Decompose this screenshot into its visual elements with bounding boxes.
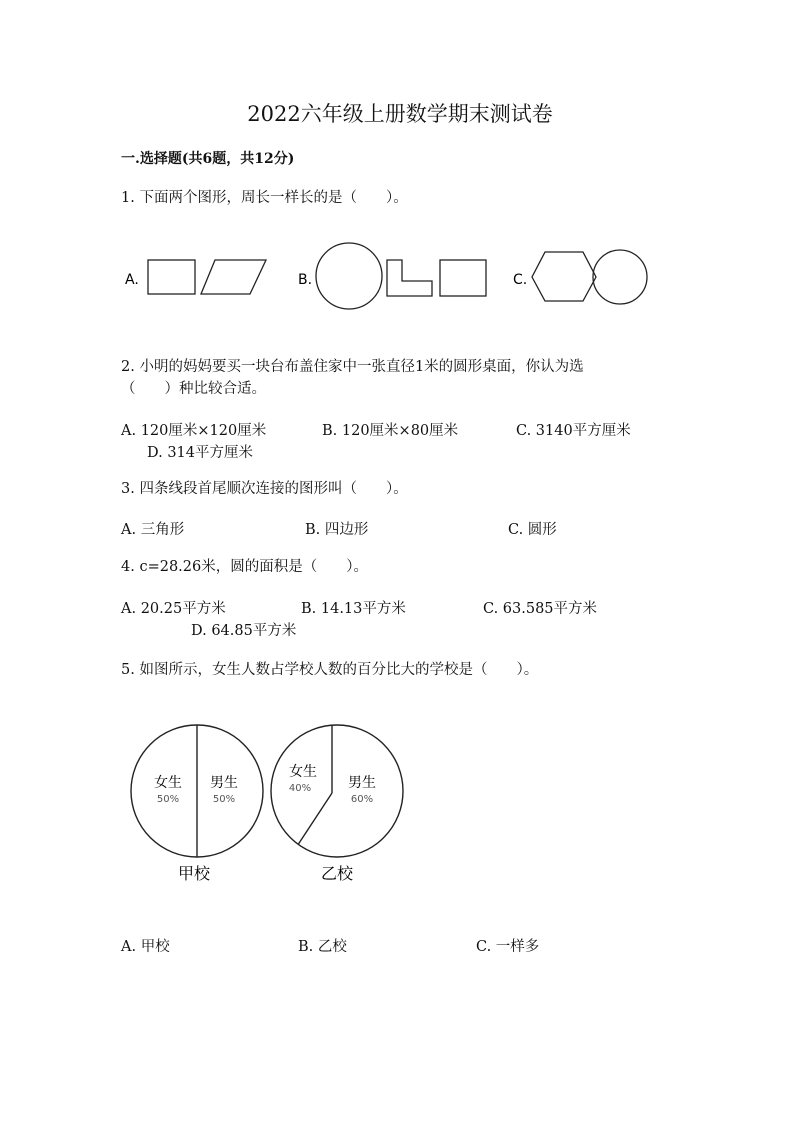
pie-a-boy-pct: 50% (212, 794, 236, 805)
pie-a-boy-label: 男生 (210, 775, 238, 791)
parallelogram-shape (201, 260, 266, 294)
question-5-text: 5. 如图所示，女生人数占学校人数的百分比大的学校是（ ）。 (121, 662, 539, 678)
hexagon-shape (532, 252, 596, 301)
pie-b-girl-pct: 40% (288, 783, 312, 794)
q4-option-b: B. 14.13平方米 (301, 601, 406, 617)
q3-option-c: C. 圆形 (508, 522, 557, 538)
q4-option-d: D. 64.85平方米 (191, 623, 297, 639)
question-1-text: 1. 下面两个图形，周长一样长的是（ ）。 (121, 190, 408, 206)
square-shape (440, 260, 486, 296)
pie-b-boy-label: 男生 (348, 775, 376, 791)
pie-b-boy-pct: 60% (350, 794, 374, 805)
pie-b-school-name: 乙校 (320, 864, 354, 883)
pie-a-girl-label: 女生 (154, 775, 182, 791)
question-2-line-1: 2. 小明的妈妈要买一块台布盖住家中一张直径1米的圆形桌面，你认为选 (121, 359, 584, 375)
pie-b-divider-bottom (298, 793, 332, 844)
q4-option-a: A. 20.25平方米 (121, 601, 226, 617)
circle-shape-c (593, 250, 647, 304)
pie-figures (0, 710, 800, 895)
q5-option-c: C. 一样多 (476, 939, 540, 955)
section-heading: 一.选择题(共6题，共12分) (121, 151, 295, 167)
question-1-figures (0, 238, 800, 310)
q3-option-b: B. 四边形 (305, 522, 369, 538)
l-shape (387, 260, 432, 296)
q1-option-b-label: B. (298, 272, 313, 288)
pie-b-girl-label: 女生 (289, 764, 317, 780)
q4-option-c: C. 63.585平方米 (483, 601, 598, 617)
q5-option-a: A. 甲校 (121, 939, 170, 955)
question-3-text: 3. 四条线段首尾顺次连接的图形叫（ ）。 (121, 481, 408, 497)
q2-option-c: C. 3140平方厘米 (516, 423, 631, 439)
rectangle-shape (148, 260, 195, 294)
page-title: 2022六年级上册数学期末测试卷 (247, 102, 553, 126)
q5-option-b: B. 乙校 (298, 939, 347, 955)
q1-option-a-label: A. (125, 272, 139, 288)
q2-option-d: D. 314平方厘米 (147, 445, 254, 461)
q2-option-a: A. 120厘米×120厘米 (121, 423, 267, 439)
circle-shape-b (316, 243, 382, 309)
q3-option-a: A. 三角形 (121, 522, 185, 538)
pie-a-school-name: 甲校 (177, 864, 211, 883)
pie-a-girl-pct: 50% (156, 794, 180, 805)
q2-option-b: B. 120厘米×80厘米 (322, 423, 459, 439)
q1-option-c-label: C. (513, 272, 528, 288)
question-4-text: 4. c=28.26米，圆的面积是（ ）。 (121, 559, 368, 575)
question-2-line-2: （ ）种比较合适。 (121, 381, 266, 397)
